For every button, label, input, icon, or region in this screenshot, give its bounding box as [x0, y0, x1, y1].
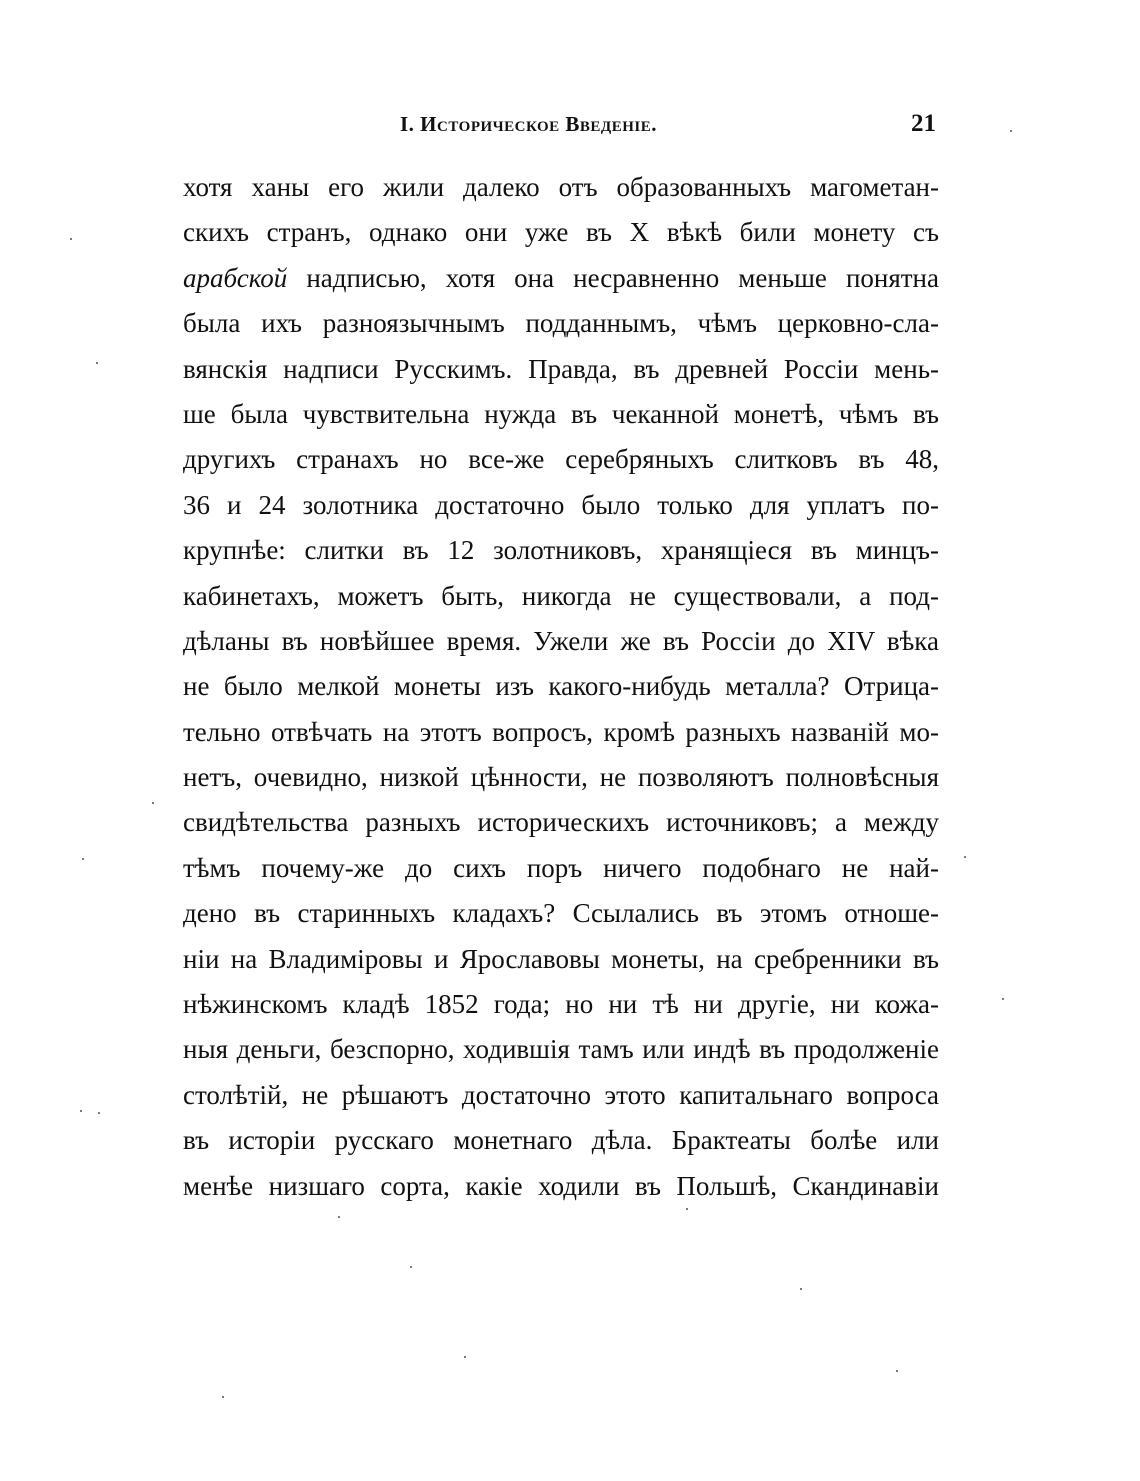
text-line-23: менѣе низшаго сорта, какіе ходили въ Польшѣ, Скандинавіи	[183, 1170, 939, 1201]
text-line-18: ніи на Владиміровы и Ярославовы монеты, на сребренники въ	[183, 943, 939, 974]
scan-speck	[896, 1370, 898, 1372]
text-line-6: ше была чувствительна нужда въ чеканной монетѣ, чѣмъ въ	[183, 398, 939, 429]
scan-speck	[964, 856, 966, 858]
scan-speck	[410, 1266, 412, 1268]
scan-speck	[338, 1216, 340, 1218]
text-line-9: крупнѣе: слитки въ 12 золотниковъ, хранящіеся въ минцъ-	[183, 535, 939, 566]
text-line-20: ныя деньги, безспорно, ходившія тамъ или индѣ въ продолженіе	[183, 1034, 939, 1065]
scan-speck	[70, 238, 72, 240]
scan-speck	[80, 1110, 82, 1112]
text-line-16: тѣмъ почему-же до сихъ поръ ничего подобнаго не най-	[183, 852, 939, 883]
page-number: 21	[911, 110, 936, 137]
text-line-10: кабинетахъ, можетъ быть, никогда не существовали, а под-	[183, 580, 939, 611]
text-line-22: въ исторіи русскаго монетнаго дѣла. Брактеаты болѣе или	[183, 1125, 939, 1156]
text-line-13: тельно отвѣчать на этотъ вопросъ, кромѣ разныхъ названій мо-	[183, 716, 939, 747]
text-line-11: дѣланы въ новѣйшее время. Ужели же въ Россіи до XIV вѣка	[183, 625, 939, 656]
scan-speck	[152, 802, 154, 804]
text-line-17: дено въ старинныхъ кладахъ? Ссылались въ этомъ отноше-	[183, 898, 939, 929]
text-line-21: столѣтій, не рѣшаютъ достаточно этото капитальнаго вопроса	[183, 1079, 939, 1110]
body-text	[183, 165, 939, 1209]
scan-speck	[1002, 998, 1004, 1000]
scan-speck	[800, 1288, 802, 1290]
scan-speck	[1010, 130, 1012, 132]
text-line-15: свидѣтельства разныхъ историческихъ источниковъ; а между	[183, 807, 939, 838]
text-line-4: была ихъ разноязычнымъ подданнымъ, чѣмъ церковно-сла-	[183, 308, 939, 339]
text-line-1: хотя ханы его жили далеко отъ образованныхъ магометан-	[183, 172, 939, 202]
text-line-3-rest: надписью, хотя она несравненно меньше понятна	[287, 262, 939, 293]
text-line-3	[183, 256, 939, 301]
scan-speck	[98, 1112, 100, 1114]
text-line-2	[183, 210, 939, 255]
scan-speck	[82, 858, 84, 860]
chapter-title: I. Историческое Введеніе.	[400, 112, 658, 136]
text-line-5: вянскія надписи Русскимъ. Правда, въ древней Россіи мень-	[183, 353, 939, 384]
text-line-2-main: скихъ странъ, однако они уже въ X вѣкѣ били монету съ	[183, 217, 939, 248]
text-line-14: нетъ, очевидно, низкой цѣнности, не позволяютъ полновѣсныя	[183, 762, 939, 793]
text-line-12: не было мелкой монеты изъ какого-нибудь металла? Отрица-	[183, 671, 939, 702]
italic-word-arabskoy: арабской	[183, 262, 288, 293]
text-line-8: 36 и 24 золотника достаточно было только для уплатъ по-	[183, 489, 939, 520]
text-line-19: нѣжинскомъ кладѣ 1852 года; но ни тѣ ни другіе, ни кожа-	[183, 989, 939, 1020]
scan-speck	[222, 1396, 224, 1398]
scan-speck	[686, 1208, 688, 1210]
running-header	[400, 112, 940, 142]
scan-speck	[464, 1356, 466, 1358]
text-line-7: другихъ странахъ но все-же серебряныхъ слитковъ въ 48,	[183, 444, 939, 475]
scan-speck	[96, 362, 98, 364]
